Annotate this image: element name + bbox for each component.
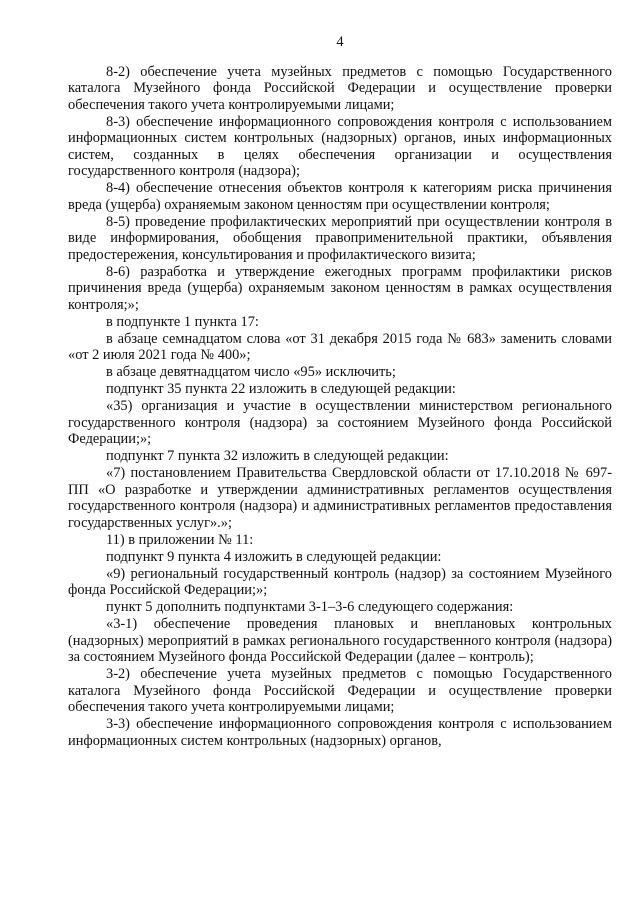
paragraph-8-3: 8-3) обеспечение информационного сопровождения контроля с использованием информационных систем контрольных (надзорных) органов, иных информационных систем, созданных в целях обеспечения организации и осуществления государственного контроля (надзора); [68,113,612,179]
paragraph-7: «7) постановлением Правительства Свердловской области от 17.10.2018 № 697-ПП «О разработке и утверждении административных регламентов осуществления государственного контроля (надзора) и административных регламентов предоставления государственных услуг».»; [68,465,612,531]
paragraph-8-4: 8-4) обеспечение отнесения объектов контроля к категориям риска причинения вреда (ущерба) охраняемым законом ценностям при осуществлении контроля; [68,180,612,213]
paragraph-3-3: 3-3) обеспечение информационного сопровождения контроля с использованием информационных систем контрольных (надзорных) органов, [68,716,612,749]
page-number: 4 [336,34,344,50]
paragraph-3-1: «3-1) обеспечение проведения плановых и внеплановых контрольных (надзорных) мероприятий в рамках регионального государственного контроля (надзора) за состоянием Музейного фонда Российской Федерации (далее – контроль); [68,616,612,665]
paragraph-appendix-11: 11) в приложении № 11: [106,531,254,548]
paragraph-35: «35) организация и участие в осуществлении министерством регионального государственного контроля (надзора) за состоянием Музейного фонда Российской Федерации;»; [68,398,612,447]
paragraph-subpoint-7: подпункт 7 пункта 32 изложить в следующей редакции: [106,448,449,464]
paragraph-abzac-19: в абзаце девятнадцатом число «95» исключить; [106,364,396,380]
paragraph-subpoint-9: подпункт 9 пункта 4 изложить в следующей редакции: [106,548,442,565]
paragraph-8-2: 8-2) обеспечение учета музейных предметов с помощью Государственного каталога Музейного фонда Российской Федерации и осуществление проверки обеспечения такого учета контролируемыми лицами; [68,63,612,113]
paragraph-8-5: 8-5) проведение профилактических мероприятий при осуществлении контроля в виде информирования, обобщения правоприменительной практики, объявления предостережения, консультирования и профилактического визита; [68,213,612,263]
paragraph-subpoint-35: подпункт 35 пункта 22 изложить в следующей редакции: [106,381,456,397]
paragraph-point-5: пункт 5 дополнить подпунктами 3-1–3-6 следующего содержания: [106,599,514,615]
paragraph-9: «9) региональный государственный контроль (надзор) за состоянием Музейного фонда Российской Федерации;»; [68,565,612,598]
paragraph-3-2: 3-2) обеспечение учета музейных предметов с помощью Государственного каталога Музейного фонда Российской Федерации и осуществление проверки обеспечения такого учета контролируемыми лицами; [68,666,612,715]
paragraph-subpoint-1-point-17: в подпункте 1 пункта 17: [106,313,259,330]
paragraph-abzac-17: в абзаце семнадцатом слова «от 31 декабря 2015 года № 683» заменить словами «от 2 июля 2021 года № 400»; [68,330,612,363]
paragraph-8-6: 8-6) разработка и утверждение ежегодных программ профилактики рисков причинения вреда (ущерба) охраняемым законом ценностям в рамках осуществления контроля;»; [68,263,612,313]
